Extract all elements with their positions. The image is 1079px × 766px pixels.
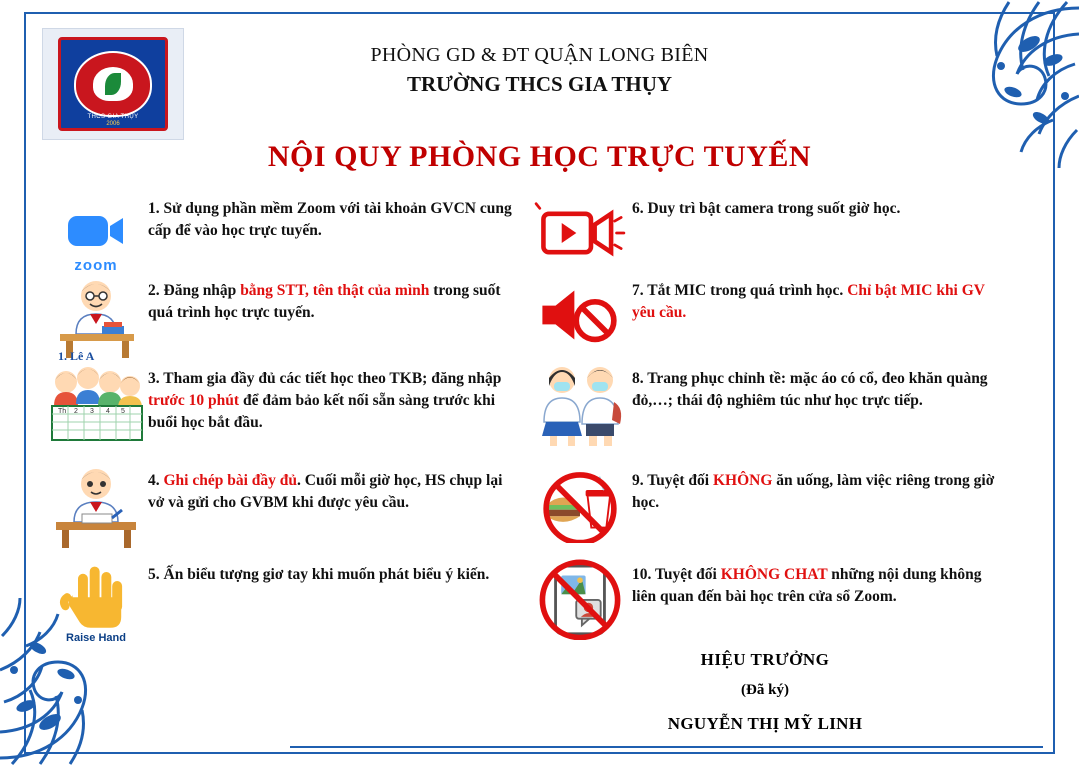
page-title: NỘI QUY PHÒNG HỌC TRỰC TUYẾN <box>267 140 812 173</box>
school-logo-emblem <box>58 37 168 131</box>
rule-body-highlight: KHÔNG <box>713 472 773 489</box>
camera-on-icon <box>528 190 632 276</box>
raised-hand-illustration-icon <box>48 563 144 635</box>
department-name: PHÒNG GD & ĐT QUẬN LONG BIÊN <box>370 44 709 66</box>
school-logo-year: 2006 <box>106 121 120 127</box>
rule-body-highlight: Ghi chép bài đầy đủ <box>163 472 298 489</box>
rule-item <box>528 272 998 350</box>
rule-text <box>632 556 998 608</box>
rule-item <box>44 272 514 363</box>
rule-body: Duy trì bật camera trong suốt giờ học. <box>647 200 901 217</box>
svg-text:Th: Th <box>58 408 67 415</box>
svg-text:3: 3 <box>90 408 94 415</box>
svg-text:5: 5 <box>121 408 125 415</box>
rule-body-part: Tắt MIC trong quá trình học. <box>647 282 848 299</box>
zoom-logo-icon <box>44 190 148 276</box>
classroom-icon <box>44 360 148 446</box>
rule-number: 10. <box>632 566 652 583</box>
rule-body-highlight: Chỉ bật MIC khi GV yêu cầu. <box>632 282 985 321</box>
mic-muted-icon <box>528 272 632 358</box>
rule-number: 1. <box>148 200 160 217</box>
two-students-illustration-icon <box>530 360 630 446</box>
rule-text <box>632 462 998 514</box>
rule-item <box>44 556 514 642</box>
rule-item <box>44 360 514 452</box>
rule-text <box>632 190 900 220</box>
rule-text <box>632 272 998 324</box>
rule-body: Ấn biểu tượng giơ tay khi muốn phát biểu ý kiến. <box>163 566 490 583</box>
rule-body-part: ăn uống, làm việc riêng trong giờ học. <box>632 472 995 511</box>
rule-number: 4. <box>148 472 160 489</box>
school-logo-shield-icon <box>74 51 152 117</box>
students-uniform-icon <box>528 360 632 446</box>
rule-item <box>44 462 514 546</box>
rule-text <box>148 272 514 324</box>
svg-text:2: 2 <box>74 408 78 415</box>
no-food-drink-illustration-icon <box>533 467 627 543</box>
rule-number: 2. <box>148 282 160 299</box>
student-at-desk-icon <box>44 272 148 363</box>
rule-body-part: những nội dung không liên quan đến bài học trên cửa sổ Zoom. <box>632 566 982 605</box>
no-chat-phone-illustration-icon <box>533 558 627 640</box>
svg-text:4: 4 <box>106 408 110 415</box>
rule-body: Trang phục chỉnh tề: mặc áo có cổ, đeo khăn quàng đỏ,…; thái độ nghiêm túc như học trực tiếp. <box>632 370 988 409</box>
school-name: TRƯỜNG THCS GIA THỤY <box>406 72 673 96</box>
school-logo <box>42 28 184 140</box>
video-camera-illustration-icon <box>534 201 626 265</box>
rule-number: 3. <box>148 370 160 387</box>
rule-body-highlight: KHÔNG CHAT <box>720 566 828 583</box>
rule-body-highlight: trước 10 phút <box>148 392 240 409</box>
rule-text <box>632 360 998 412</box>
raise-hand-caption: Raise Hand <box>66 632 126 644</box>
rule-text <box>148 462 514 514</box>
rule-number: 8. <box>632 370 644 387</box>
student-name-tag: 1. Lê A <box>58 349 95 363</box>
rule-number: 7. <box>632 282 644 299</box>
no-chat-icon <box>528 556 632 642</box>
rule-item <box>44 190 514 274</box>
rule-body-highlight: bằng STT, tên thật của mình <box>240 282 430 299</box>
signature-role: HIỆU TRƯỞNG <box>700 650 830 669</box>
rule-body-part: Tuyệt đối <box>647 472 713 489</box>
no-food-icon <box>528 462 632 548</box>
signature-name: NGUYỄN THỊ MỸ LINH <box>667 714 863 733</box>
rule-number: 6. <box>632 200 644 217</box>
classroom-illustration-icon <box>46 360 146 446</box>
rule-body-part: để đảm bảo kết nối sẵn sàng trước khi buổi học bắt đầu. <box>148 392 496 431</box>
rule-item <box>528 556 998 642</box>
rule-text <box>148 556 489 586</box>
rule-body-part: Đăng nhập <box>163 282 241 299</box>
school-logo-leaf-icon <box>105 73 121 95</box>
rule-item <box>528 360 998 452</box>
signature-signed-note: (Đã ký) <box>741 682 789 698</box>
footer-divider-line <box>290 746 1043 748</box>
frame-border-left <box>24 12 26 754</box>
raise-hand-icon <box>44 556 148 642</box>
rule-item <box>528 190 998 262</box>
rule-body-part: Tham gia đầy đủ các tiết học theo TKB; đăng nhập <box>163 370 502 387</box>
student-writing-icon <box>44 462 148 548</box>
rule-text <box>148 190 514 242</box>
zoom-wordmark: zoom <box>74 257 118 274</box>
rule-body-part: trong suốt quá trình học trực tuyến. <box>148 282 501 321</box>
rule-number: 9. <box>632 472 644 489</box>
rules-column-left <box>44 190 514 652</box>
rule-body: Sử dụng phần mềm Zoom với tài khoản GVCN cung cấp để vào học trực tuyến. <box>148 200 512 239</box>
rule-item <box>528 462 998 546</box>
school-logo-text: THCS GIA THỤY <box>87 114 139 120</box>
rule-number: 5. <box>148 566 160 583</box>
zoom-camera-icon <box>66 204 126 262</box>
student-writing-illustration-icon <box>46 462 146 548</box>
frame-border-top <box>24 12 1055 14</box>
rule-body-part: . Cuối mỗi giờ học, HS chụp lại vở và gửi cho GVBM khi được yêu cầu. <box>148 472 503 511</box>
speaker-muted-illustration-icon <box>533 281 627 349</box>
rules-column-right <box>528 190 998 652</box>
frame-border-right <box>1053 12 1055 754</box>
student-desk-illustration-icon <box>46 272 146 358</box>
rule-text <box>148 360 514 434</box>
rule-body-part: Tuyệt đối <box>654 566 721 583</box>
frame-border-bottom <box>24 752 1055 754</box>
